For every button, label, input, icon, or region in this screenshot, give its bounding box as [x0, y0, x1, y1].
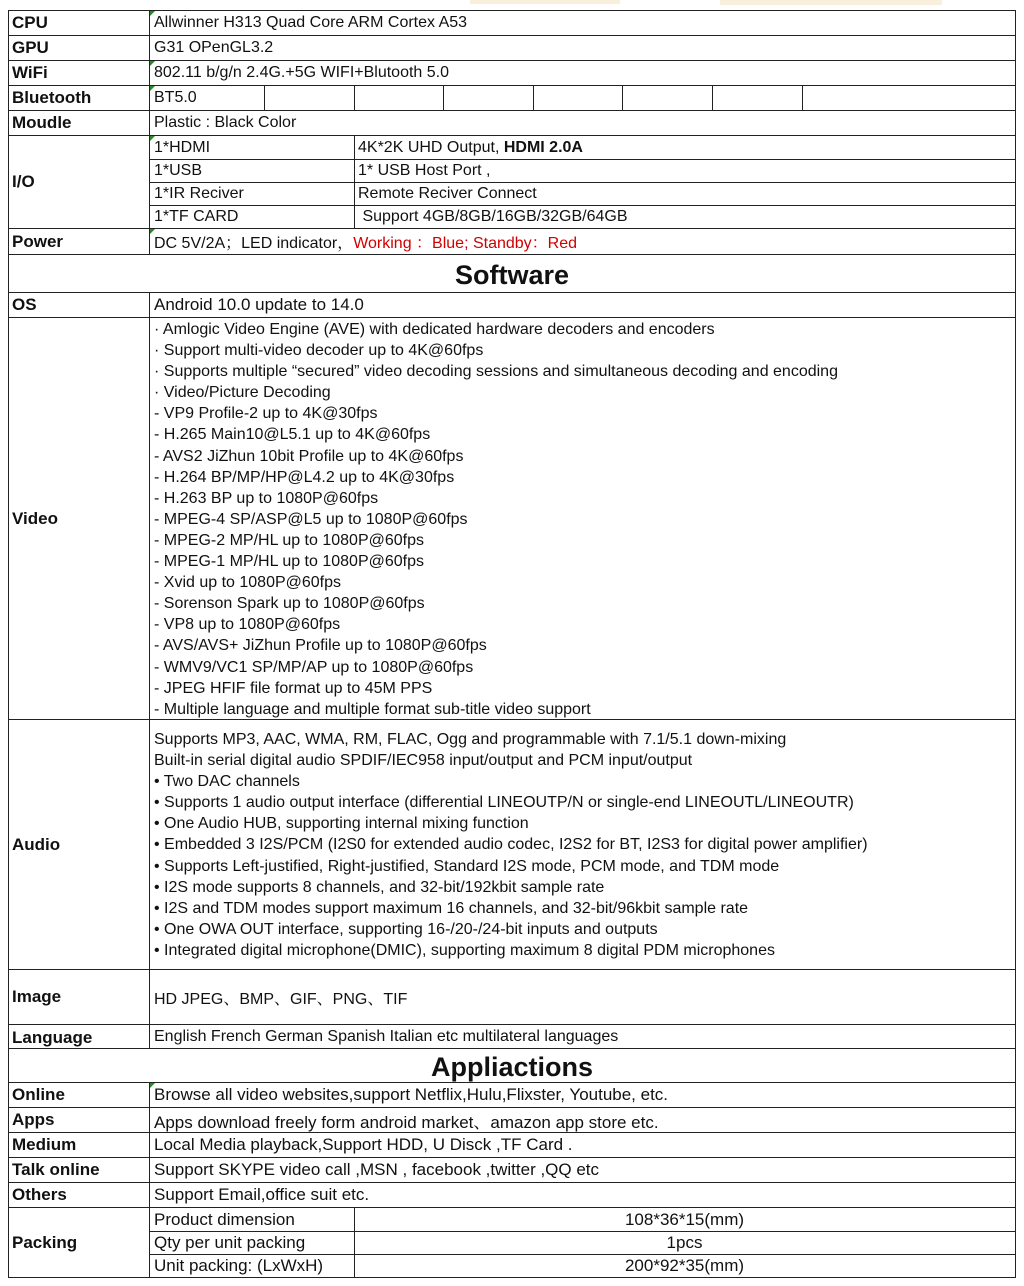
- io-desc: 1* USB Host Port ,: [358, 161, 491, 179]
- power-text: DC 5V/2A；LED indicator，: [154, 235, 354, 252]
- io-port: 1*IR Reciver: [154, 184, 244, 202]
- list-item: - Xvid up to 1080P@60fps: [154, 574, 342, 592]
- list-item: • Supports Left-justified, Right-justified, Standard I2S mode, PCM mode, and TDM mode: [154, 857, 780, 875]
- grid-line: [533, 86, 534, 110]
- row-label: Bluetooth: [9, 86, 150, 110]
- spec-row-io: [8, 136, 1016, 229]
- list-item: - H.263 BP up to 1080P@60fps: [154, 489, 379, 507]
- grid-line: [354, 86, 355, 110]
- packing-item-name: Product dimension: [154, 1209, 295, 1229]
- list-item: - VP8 up to 1080P@60fps: [154, 616, 341, 634]
- row-value: Android 10.0 update to 14.0: [154, 295, 364, 314]
- spec-row-bluetooth: [8, 86, 1016, 111]
- list-item: - MPEG-2 MP/HL up to 1080P@60fps: [154, 531, 424, 549]
- row-label: Talk online: [9, 1158, 150, 1182]
- cell-marker: [150, 1083, 155, 1088]
- list-item: - H.264 BP/MP/HP@L4.2 up to 4K@30fps: [154, 468, 455, 486]
- row-label: OS: [9, 293, 150, 317]
- row-value: Apps download freely form android market、amazon app store etc.: [154, 1112, 659, 1132]
- row-label: Medium: [9, 1133, 150, 1157]
- spec-row-power: [8, 229, 1016, 255]
- section-heading-software: Software: [8, 255, 1016, 293]
- spec-row-audio: [8, 720, 1016, 970]
- spec-row-wifi: [8, 61, 1016, 86]
- row-value: English French German Spanish Italian etc multilateral languages: [154, 1027, 619, 1045]
- row-label: Audio: [9, 720, 150, 969]
- top-strip-shade: [720, 0, 942, 5]
- cell-marker: [150, 86, 155, 91]
- video-feature-list: [150, 319, 1015, 720]
- grid-line: [264, 86, 265, 110]
- spec-row-talk-online: [8, 1158, 1016, 1183]
- grid-line: [622, 86, 623, 110]
- list-item: · Video/Picture Decoding: [154, 384, 331, 402]
- io-port: 1*USB: [154, 161, 203, 179]
- row-label: Apps: [9, 1108, 150, 1132]
- io-desc-text: 4K*2K UHD Output,: [358, 138, 504, 156]
- list-item: - MPEG-1 MP/HL up to 1080P@60fps: [154, 553, 424, 571]
- row-value: G31 OPenGL3.2: [154, 39, 274, 56]
- packing-item-value: 1pcs: [666, 1232, 703, 1252]
- spec-row-cpu: [8, 10, 1016, 36]
- row-label: GPU: [9, 36, 150, 60]
- row-value: Plastic : Black Color: [154, 114, 297, 131]
- list-item: - AVS2 JiZhun 10bit Profile up to 4K@60fps: [154, 447, 464, 465]
- io-desc-bold: HDMI 2.0A: [503, 138, 583, 156]
- list-item: - AVS/AVS+ JiZhun Profile up to 1080P@60fps: [154, 637, 487, 655]
- top-strip-shade: [470, 0, 620, 4]
- row-label: CPU: [9, 11, 150, 35]
- packing-item-name: Unit packing: (LxWxH): [154, 1256, 324, 1275]
- row-value: 802.11 b/g/n 2.4G.+5G WIFI+Blutooth 5.0: [154, 64, 449, 81]
- spec-row-image: [8, 970, 1016, 1025]
- io-port: 1*HDMI: [154, 138, 211, 156]
- packing-item-name: Qty per unit packing: [154, 1232, 306, 1252]
- spec-row-online: [8, 1083, 1016, 1108]
- spec-row-os: [8, 293, 1016, 318]
- row-value: HD JPEG、BMP、GIF、PNG、TIF: [154, 990, 408, 1008]
- grid-line: [443, 86, 444, 110]
- row-value: [150, 229, 1015, 254]
- list-item: · Supports multiple “secured” video decoding sessions and simultaneous decoding and encoding: [154, 363, 838, 381]
- audio-feature-list: [150, 729, 1015, 961]
- spec-row-others: [8, 1183, 1016, 1208]
- grid-line: [802, 86, 803, 110]
- row-value: Browse all video websites,support Netflix,Hulu,Flixster, Youtube, etc.: [154, 1085, 669, 1104]
- list-item: • One Audio HUB, supporting internal mixing function: [154, 815, 529, 833]
- section-heading-applications: Appliactions: [8, 1049, 1016, 1083]
- io-desc: [354, 205, 1015, 229]
- list-item: • I2S and TDM modes support maximum 16 channels, and 32-bit/96kbit sample rate: [154, 899, 749, 917]
- row-label: Power: [9, 229, 150, 254]
- spec-row-moudle: [8, 111, 1016, 136]
- list-item: Built-in serial digital audio SPDIF/IEC958 input/output and PCM input/output: [154, 752, 693, 770]
- cell-marker: [150, 11, 155, 16]
- spec-row-language: [8, 1025, 1016, 1049]
- list-item: - WMV9/VC1 SP/MP/AP up to 1080P@60fps: [154, 658, 474, 676]
- row-label: Others: [9, 1183, 150, 1207]
- list-item: • Two DAC channels: [154, 773, 300, 791]
- row-label: Online: [9, 1083, 150, 1107]
- top-strip: [0, 0, 1024, 10]
- cell-marker: [150, 61, 155, 66]
- spec-row-apps: [8, 1108, 1016, 1133]
- list-item: - JPEG HFIF file format up to 45M PPS: [154, 679, 433, 697]
- row-label: Packing: [9, 1208, 150, 1277]
- list-item: • Supports 1 audio output interface (differential LINEOUTP/N or single-end LINEOUTL/LINEOUTR): [154, 794, 854, 812]
- row-label: Moudle: [9, 111, 150, 135]
- row-label: I/O: [9, 136, 150, 228]
- row-label: WiFi: [9, 61, 150, 85]
- list-item: - H.265 Main10@L5.1 up to 4K@60fps: [154, 426, 431, 444]
- packing-item-value: 200*92*35(mm): [624, 1256, 745, 1275]
- list-item: Supports MP3, AAC, WMA, RM, FLAC, Ogg and programmable with 7.1/5.1 down-mixing: [154, 731, 787, 748]
- row-label: Language: [9, 1025, 150, 1048]
- list-item: - Sorenson Spark up to 1080P@60fps: [154, 595, 425, 613]
- spec-row-medium: [8, 1133, 1016, 1158]
- list-item: • I2S mode supports 8 channels, and 32-bit/192kbit sample rate: [154, 878, 605, 896]
- spec-row-gpu: [8, 36, 1016, 61]
- list-item: • Integrated digital microphone(DMIC), supporting maximum 8 digital PDM microphones: [154, 941, 775, 959]
- row-value: Allwinner H313 Quad Core ARM Cortex A53: [154, 14, 468, 31]
- row-value: BT5.0: [154, 89, 197, 106]
- list-item: · Amlogic Video Engine (AVE) with dedicated hardware decoders and encoders: [154, 321, 715, 338]
- row-value: Support Email,office suit etc.: [154, 1185, 370, 1204]
- cell-marker: [150, 229, 155, 234]
- row-label: Video: [9, 318, 150, 719]
- list-item: - VP9 Profile-2 up to 4K@30fps: [154, 405, 378, 423]
- list-item: - Multiple language and multiple format sub-title video support: [154, 700, 591, 718]
- row-value: Local Media playback,Support HDD, U Disck ,TF Card .: [154, 1135, 573, 1154]
- packing-item-value: 108*36*15(mm): [624, 1209, 745, 1229]
- row-value: Support SKYPE video call ,MSN , facebook ,twitter ,QQ etc: [154, 1160, 600, 1179]
- row-label: Image: [9, 970, 150, 1024]
- power-status-text: Working ：Blue; Standby：Red: [353, 235, 578, 252]
- io-port: 1*TF CARD: [154, 208, 239, 225]
- spec-row-packing: [8, 1208, 1016, 1278]
- grid-line: [712, 86, 713, 110]
- list-item: · Support multi-video decoder up to 4K@60fps: [154, 342, 484, 360]
- list-item: • One OWA OUT interface, supporting 16-/20-/24-bit inputs and outputs: [154, 920, 658, 938]
- spec-row-video: [8, 318, 1016, 720]
- io-desc: Remote Reciver Connect: [358, 184, 537, 202]
- io-desc-text: Support 4GB/8GB/16GB/32GB/64GB: [358, 208, 628, 225]
- io-desc: [354, 136, 1015, 159]
- list-item: - MPEG-4 SP/ASP@L5 up to 1080P@60fps: [154, 510, 468, 528]
- list-item: • Embedded 3 I2S/PCM (I2S0 for extended audio codec, I2S2 for BT, I2S3 for digital power amplifier): [154, 836, 868, 854]
